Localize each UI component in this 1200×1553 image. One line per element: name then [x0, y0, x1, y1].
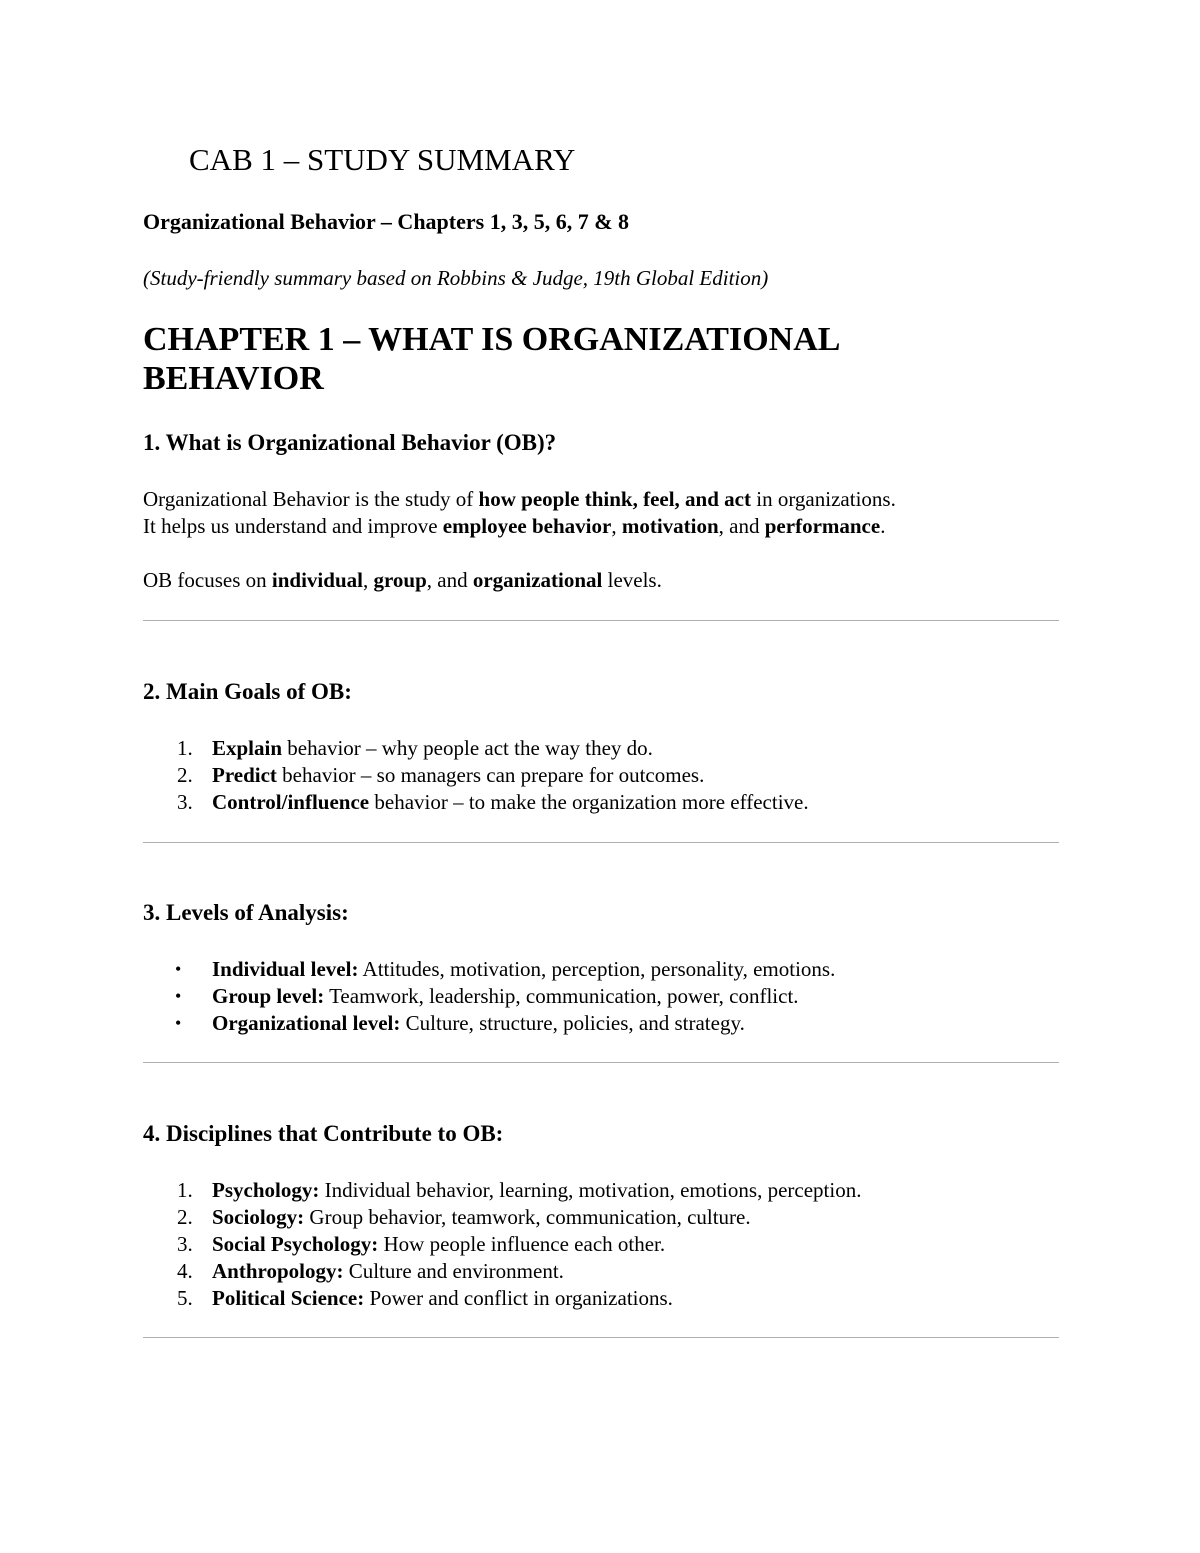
text-run: OB focuses on	[143, 568, 272, 592]
bold-text: Control/influence	[212, 790, 370, 814]
text-run: , and	[426, 568, 473, 592]
text-run: How people influence each other.	[378, 1232, 666, 1256]
list-number: 5.	[177, 1286, 193, 1310]
list-item	[143, 983, 1059, 1010]
bold-text: performance	[764, 514, 881, 538]
list-item	[143, 1177, 1059, 1204]
levels-paragraph	[143, 567, 1059, 594]
bold-text: group	[373, 568, 427, 592]
text-run: behavior – why people act the way they do.	[282, 736, 653, 760]
list-number: 3.	[177, 1232, 193, 1256]
text-run: Organizational Behavior is the study of	[143, 487, 479, 511]
text-run: Attitudes, motivation, perception, personality, emotions.	[358, 957, 836, 981]
list-item	[143, 762, 1059, 789]
bullet-icon: •	[175, 986, 182, 1006]
bold-text: motivation	[621, 514, 719, 538]
goals-list	[143, 735, 1059, 816]
list-item	[143, 1010, 1059, 1037]
section-disciplines	[143, 1119, 1059, 1312]
bold-text: Anthropology:	[212, 1259, 344, 1283]
bullet-icon: •	[175, 959, 182, 979]
horizontal-rule	[143, 620, 1059, 621]
horizontal-rule	[143, 1337, 1059, 1338]
horizontal-rule	[143, 842, 1059, 843]
text-run: , and	[718, 514, 765, 538]
list-number: 1.	[177, 736, 193, 760]
text-run: .	[880, 514, 886, 538]
section-main-goals	[143, 677, 1059, 816]
bold-text: Group level:	[212, 984, 325, 1008]
text-run: levels.	[602, 568, 662, 592]
list-number: 2.	[177, 1205, 193, 1229]
bold-text: Social Psychology:	[212, 1232, 379, 1256]
bold-text: Psychology:	[212, 1178, 320, 1202]
document-title: CAB 1 – STUDY SUMMARY	[189, 142, 576, 177]
horizontal-rule	[143, 1062, 1059, 1063]
bold-text: organizational	[472, 568, 603, 592]
bold-text: Political Science:	[212, 1286, 365, 1310]
list-number: 4.	[177, 1259, 193, 1283]
bold-text: Predict	[212, 763, 277, 787]
list-item	[143, 789, 1059, 816]
section-heading: 4. Disciplines that Contribute to OB:	[143, 1121, 504, 1146]
list-item	[143, 1285, 1059, 1312]
list-number: 2.	[177, 763, 193, 787]
list-item	[143, 1204, 1059, 1231]
section-levels-of-analysis	[143, 898, 1059, 1037]
bold-text: Individual level:	[212, 957, 359, 981]
section-heading: 3. Levels of Analysis:	[143, 900, 349, 925]
text-run: behavior – to make the organization more effective.	[369, 790, 809, 814]
bold-text: Organizational level:	[212, 1011, 401, 1035]
bold-text: Sociology:	[212, 1205, 305, 1229]
source-note: (Study-friendly summary based on Robbins & Judge, 19th Global Edition)	[143, 266, 769, 290]
list-item	[143, 1231, 1059, 1258]
text-run: ,	[611, 514, 622, 538]
disciplines-list	[143, 1177, 1059, 1312]
list-item	[143, 1258, 1059, 1285]
text-run: in organizations.	[750, 487, 896, 511]
text-run: Group behavior, teamwork, communication, culture.	[304, 1205, 751, 1229]
section-heading: 2. Main Goals of OB:	[143, 679, 352, 704]
text-run: Culture and environment.	[343, 1259, 564, 1283]
bullet-icon: •	[175, 1013, 182, 1033]
bold-text: how people think, feel, and act	[478, 487, 751, 511]
text-run: Individual behavior, learning, motivation, emotions, perception.	[319, 1178, 862, 1202]
document-subtitle: Organizational Behavior – Chapters 1, 3, 5, 6, 7 & 8	[143, 209, 630, 234]
list-item	[143, 956, 1059, 983]
list-number: 1.	[177, 1178, 193, 1202]
bold-text: Explain	[212, 736, 283, 760]
list-item	[143, 735, 1059, 762]
bold-text: employee behavior	[442, 514, 612, 538]
text-run: It helps us understand and improve	[143, 514, 443, 538]
text-run: Power and conflict in organizations.	[364, 1286, 673, 1310]
chapter-heading: CHAPTER 1 – WHAT IS ORGANIZATIONAL BEHAVIOR	[143, 321, 839, 397]
text-run: Culture, structure, policies, and strategy.	[400, 1011, 745, 1035]
text-run: Teamwork, leadership, communication, power, conflict.	[324, 984, 799, 1008]
definition-paragraph	[143, 486, 1059, 513]
bold-text: individual	[271, 568, 363, 592]
section-what-is-ob	[143, 428, 1059, 594]
levels-list	[143, 956, 1059, 1037]
section-heading: 1. What is Organizational Behavior (OB)?	[143, 430, 557, 455]
text-run: ,	[362, 568, 374, 592]
text-run: behavior – so managers can prepare for outcomes.	[276, 763, 705, 787]
purpose-paragraph	[143, 513, 1059, 540]
list-number: 3.	[177, 790, 193, 814]
